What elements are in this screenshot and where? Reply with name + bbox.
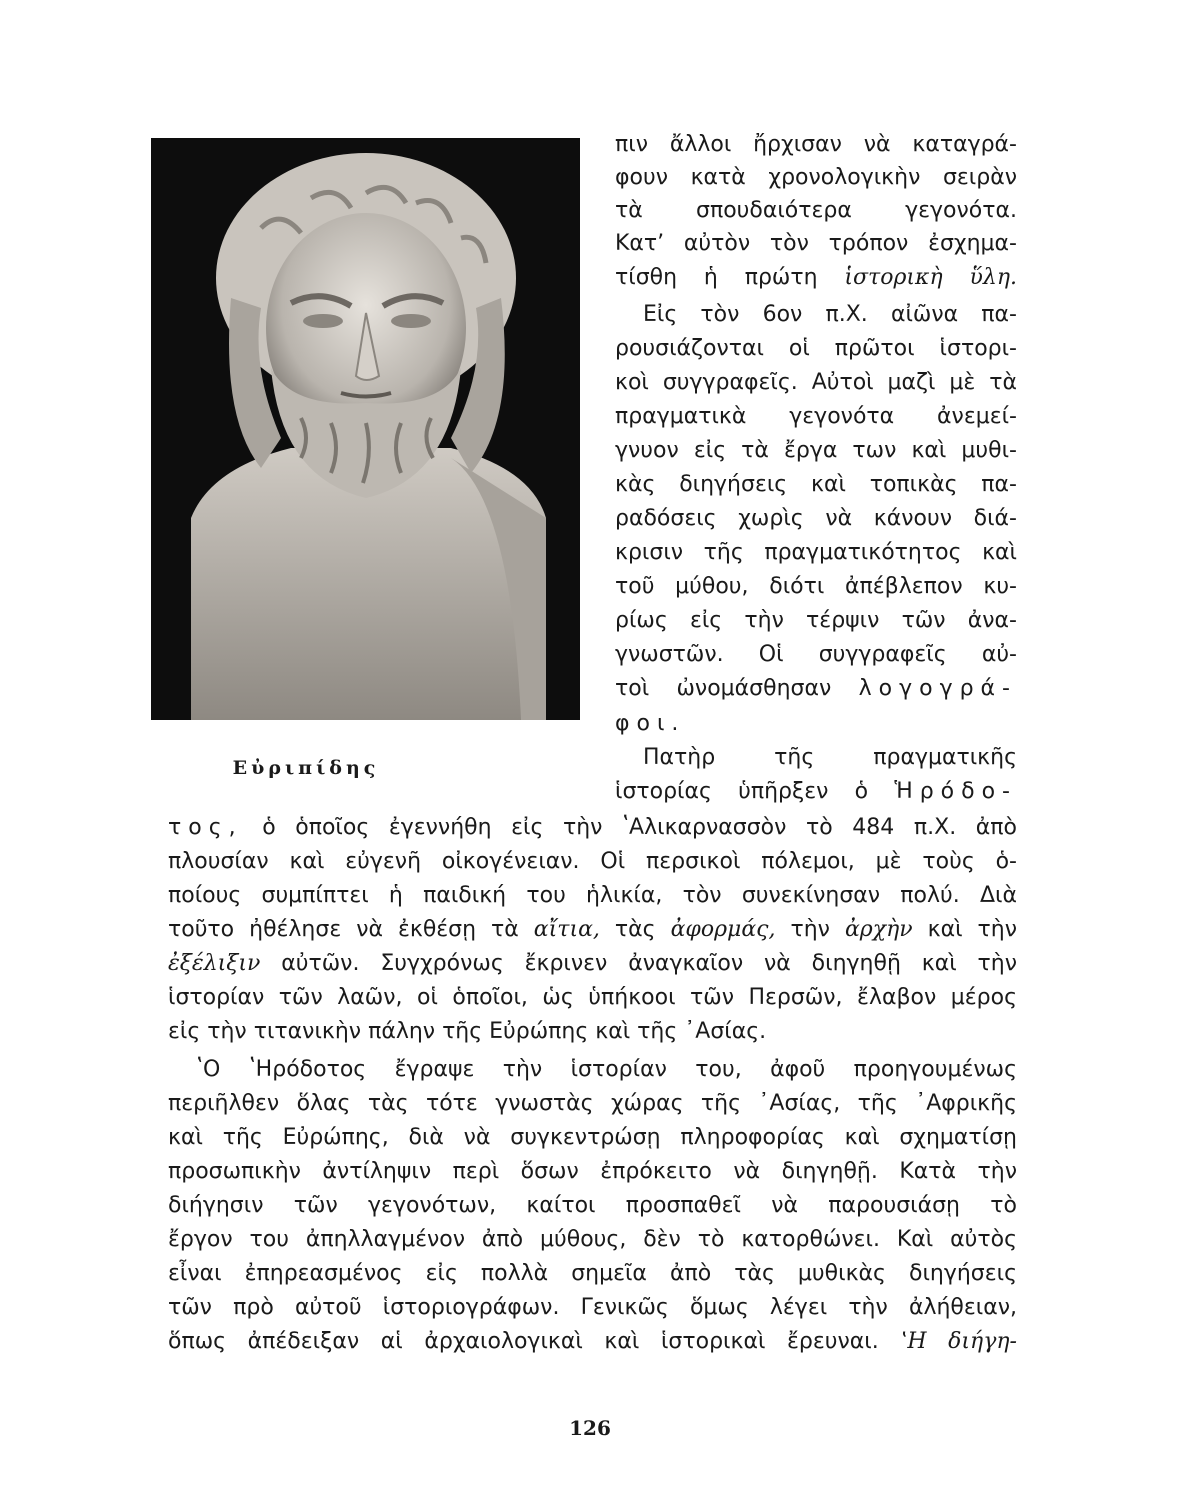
- italic-term: ἀφορμάς,: [670, 917, 776, 942]
- italic-term: ʽΗ διήγη-: [900, 1329, 1017, 1354]
- bust-portrait-icon: [151, 138, 580, 720]
- text-line: [615, 672, 1017, 706]
- text-line: [615, 775, 1017, 809]
- text-line: ραδόσεις χωρὶς νὰ κάνουν διά-: [615, 506, 1017, 531]
- text-line: [615, 707, 1017, 741]
- text-line: διήγησιν τῶν γεγονότων, καίτοι προσπαθεῖ νὰ παρουσιάσῃ τὸ: [168, 1193, 1017, 1218]
- text-run: ὁ ὁποῖος ἐγεννήθη εἰς τὴν ʽΑλικαρνασσὸν τὸ 484 π.Χ. ἀπὸ: [242, 815, 1017, 840]
- text-line: [168, 1325, 1017, 1359]
- page-number: 126: [569, 1416, 611, 1440]
- text-line: κὰς διηγήσεις καὶ τοπικὰς πα-: [615, 472, 1017, 497]
- text-line: καὶ τῆς Εὐρώπης, διὰ νὰ συγκεντρώσῃ πληροφορίας καὶ σχηματίσῃ: [168, 1125, 1017, 1150]
- italic-term: ἱστορικὴ ὕλη.: [844, 265, 1017, 290]
- italic-term: ἀρχὴν: [844, 917, 913, 942]
- spaced-term: τος,: [168, 815, 243, 840]
- text-run: τοὶ ὠνομάσθησαν: [615, 676, 832, 701]
- text-line: κρισιν τῆς πραγματικότητος καὶ: [615, 540, 1017, 565]
- text-line: περιῆλθεν ὅλας τὰς τότε γνωστὰς χώρας τῆς ᾿Ασίας, τῆς ᾿Αφρικῆς: [168, 1091, 1017, 1116]
- text-line: ποίους συμπίπτει ἡ παιδική του ἡλικία, τὸν συνεκίνησαν πολύ. Διὰ: [168, 883, 1017, 908]
- text-line: κοὶ συγγραφεῖς. Αὐτοὶ μαζὶ μὲ τὰ: [615, 370, 1017, 395]
- text-run: ἱστορίας ὑπῆρξεν ὁ: [615, 779, 869, 804]
- text-line: εἶναι ἐπηρεασμένος εἰς πολλὰ σημεῖα ἀπὸ τὰς μυθικὰς διηγήσεις: [168, 1261, 1017, 1286]
- spaced-term: φοι.: [615, 711, 686, 736]
- text-line: τοῦ μύθου, διότι ἀπέβλεπον κυ-: [615, 574, 1017, 599]
- text-line: Πατὴρ τῆς πραγματικῆς: [643, 745, 1017, 770]
- text-line: Κατ’ αὐτὸν τὸν τρόπον ἐσχημα-: [615, 231, 1017, 256]
- italic-term: αἴτια,: [533, 917, 600, 942]
- text-run: τὴν: [775, 917, 845, 942]
- text-line: φουν κατὰ χρονολογικὴν σειρὰν: [615, 165, 1017, 190]
- euripides-bust-photo: [151, 138, 580, 720]
- text-line: πραγματικὰ γεγονότα ἀνεμεί-: [615, 404, 1017, 429]
- text-line: [168, 947, 1017, 981]
- text-line: ρίως εἰς τὴν τέρψιν τῶν ἀνα-: [615, 608, 1017, 633]
- text-run: τίσθη ἡ πρώτη: [615, 265, 818, 290]
- text-line: ἔργον του ἀπηλλαγμένον ἀπὸ μύθους, δὲν τὸ κατορθώνει. Καὶ αὐτὸς: [168, 1227, 1017, 1252]
- figure-caption: Εὐριπίδης: [232, 757, 380, 779]
- spaced-term: λογογρά-: [858, 676, 1017, 701]
- text-line: τὰ σπουδαιότερα γεγονότα.: [615, 198, 1017, 223]
- text-run: τὰς: [599, 917, 671, 942]
- text-line: πιν ἄλλοι ἤρχισαν νὰ καταγρά-: [615, 132, 1017, 157]
- text-line: Εἰς τὸν 6ον π.Χ. αἰῶνα πα-: [643, 302, 1017, 327]
- text-run: αὐτῶν. Συγχρόνως ἔκρινεν ἀναγκαῖον νὰ διηγηθῇ καὶ τὴν: [260, 951, 1017, 976]
- text-line: εἰς τὴν τιτανικὴν πάλην τῆς Εὐρώπης καὶ τῆς ᾿Ασίας.: [168, 1019, 767, 1044]
- text-line: γνυον εἰς τὰ ἔργα των καὶ μυθι-: [615, 438, 1017, 463]
- text-line: γνωστῶν. Οἱ συγγραφεῖς αὐ-: [615, 642, 1017, 667]
- text-line: πλουσίαν καὶ εὐγενῆ οἰκογένειαν. Οἱ περσικοὶ πόλεμοι, μὲ τοὺς ὁ-: [168, 849, 1017, 874]
- text-line: ἱστορίαν τῶν λαῶν, οἱ ὁποῖοι, ὡς ὑπήκοοι τῶν Περσῶν, ἔλαβον μέρος: [168, 985, 1017, 1010]
- text-line: [168, 811, 1017, 845]
- text-line: [168, 913, 1017, 947]
- text-line: ʽΟ ʽΗρόδοτος ἔγραψε τὴν ἱστορίαν του, ἀφοῦ προηγουμένως: [196, 1057, 1017, 1082]
- italic-term: ἐξέλιξιν: [168, 951, 261, 976]
- spaced-term: Ἡρόδο-: [894, 779, 1017, 804]
- text-line: [615, 261, 1017, 295]
- text-line: προσωπικὴν ἀντίληψιν περὶ ὅσων ἐπρόκειτο νὰ διηγηθῇ. Κατὰ τὴν: [168, 1159, 1017, 1184]
- text-run: καὶ τὴν: [912, 917, 1017, 942]
- text-line: τῶν πρὸ αὐτοῦ ἱστοριογράφων. Γενικῶς ὅμως λέγει τὴν ἀλήθειαν,: [168, 1295, 1017, 1320]
- text-run: τοῦτο ἠθέλησε νὰ ἐκθέσῃ τὰ: [168, 917, 534, 942]
- text-line: ρουσιάζονται οἱ πρῶτοι ἱστορι-: [615, 336, 1017, 361]
- text-run: ὅπως ἀπέδειξαν αἱ ἀρχαιολογικαὶ καὶ ἱστορικαὶ ἔρευναι.: [168, 1329, 901, 1354]
